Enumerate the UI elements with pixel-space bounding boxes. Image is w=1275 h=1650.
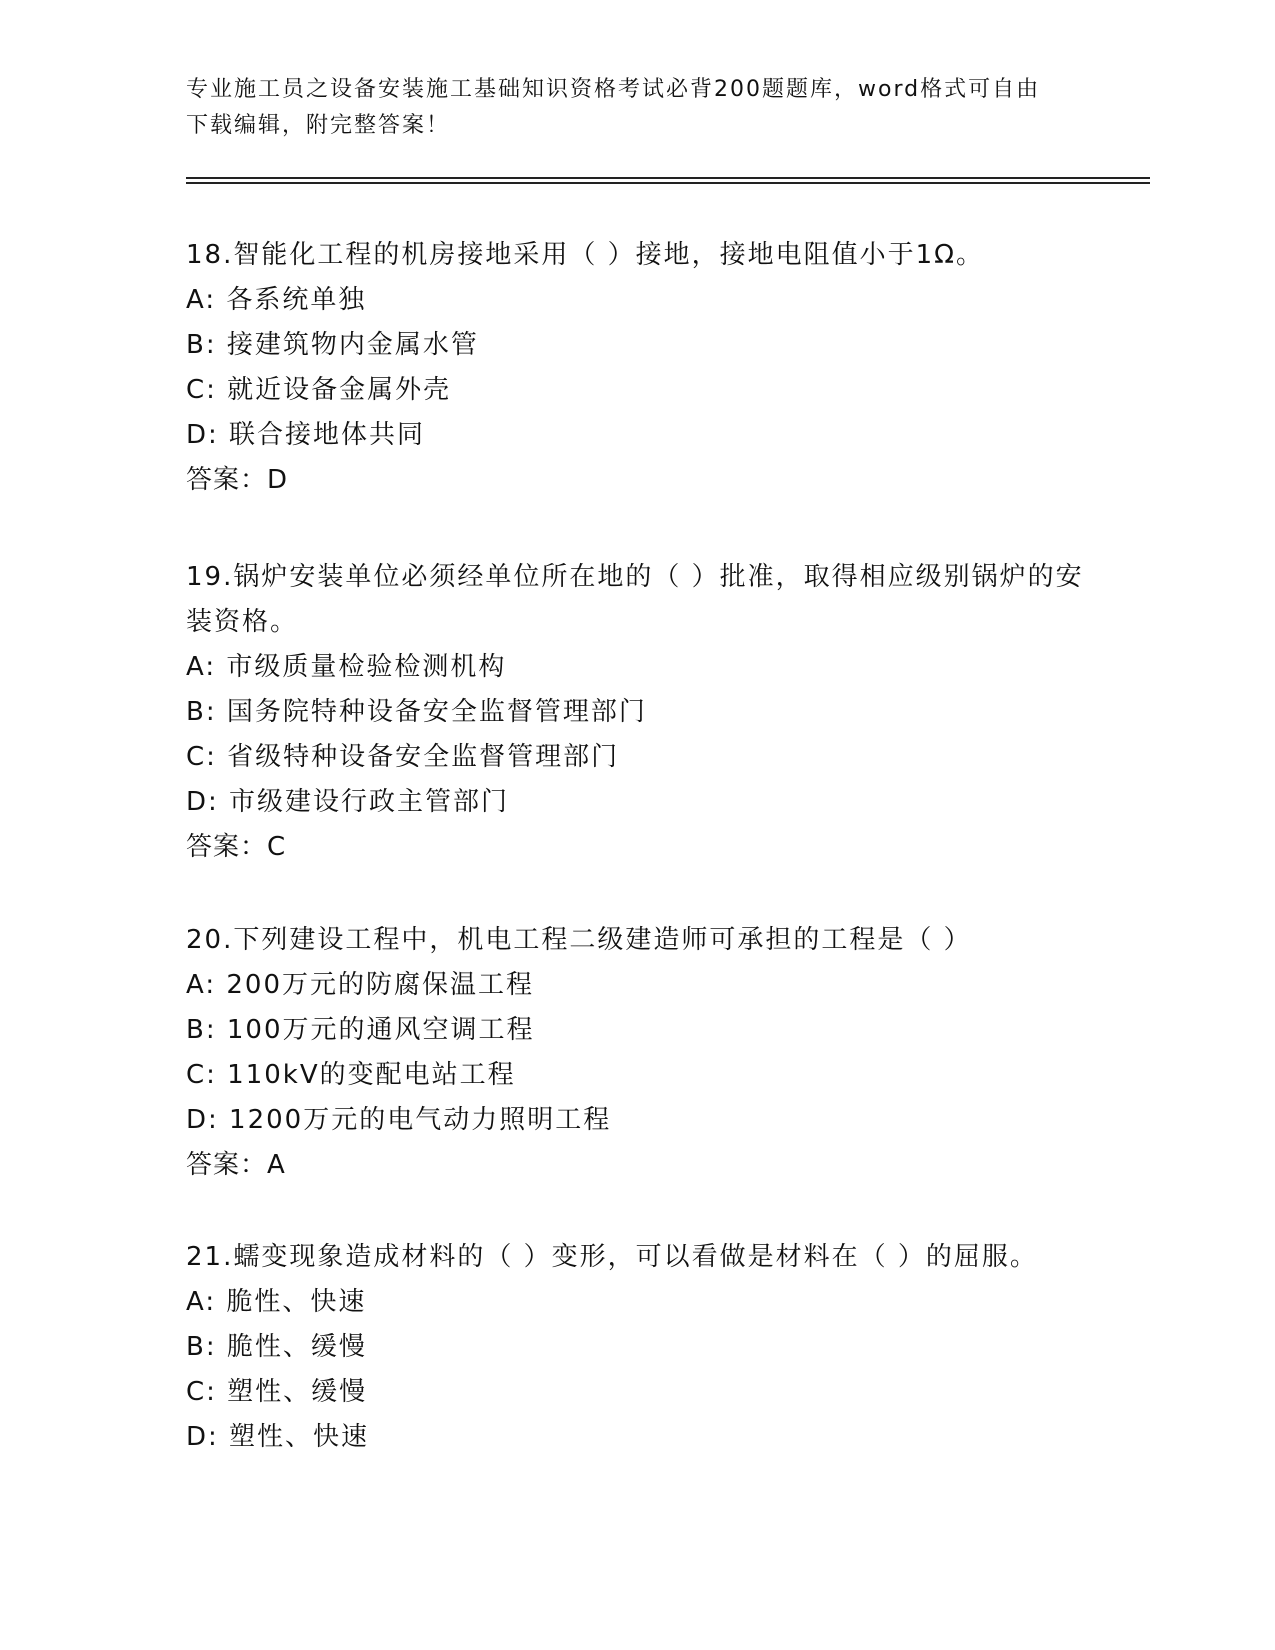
- question-stem: 21.蠕变现象造成材料的（ ）变形，可以看做是材料在（ ）的屈服。: [186, 1242, 1038, 1272]
- question-stem: 19.锅炉安装单位必须经单位所在地的（ ）批准，取得相应级别锅炉的安装资格。: [186, 562, 1084, 637]
- question-stem: 20.下列建设工程中，机电工程二级建造师可承担的工程是（ ）: [186, 925, 972, 955]
- header-title-line-2: 下载编辑，附完整答案！: [186, 113, 451, 138]
- question-20: [186, 918, 1086, 1188]
- option-b: B: 接建筑物内金属水管: [186, 330, 479, 360]
- option-d: D: 联合接地体共同: [186, 420, 426, 450]
- option-a: A: 市级质量检验检测机构: [186, 652, 507, 682]
- question-stem: 18.智能化工程的机房接地采用（ ）接地，接地电阻值小于1Ω。: [186, 240, 985, 270]
- option-c: C: 就近设备金属外壳: [186, 375, 452, 405]
- question-19: [186, 555, 1086, 870]
- option-c: C: 塑性、缓慢: [186, 1377, 368, 1407]
- option-a: A: 脆性、快速: [186, 1287, 367, 1317]
- option-b: B: 脆性、缓慢: [186, 1332, 367, 1362]
- option-d: D: 市级建设行政主管部门: [186, 787, 510, 817]
- answer-label: 答案：A: [186, 1150, 286, 1180]
- option-a: A: 200万元的防腐保温工程: [186, 970, 534, 1000]
- answer-label: 答案：C: [186, 832, 287, 862]
- question-21: [186, 1235, 1086, 1460]
- option-a: A: 各系统单独: [186, 285, 367, 315]
- option-d: D: 塑性、快速: [186, 1422, 370, 1452]
- header-title-line-1: 专业施工员之设备安装施工基础知识资格考试必背200题题库，word格式可自由: [186, 77, 1041, 102]
- header-divider-top: [186, 177, 1150, 179]
- option-c: C: 省级特种设备安全监督管理部门: [186, 742, 620, 772]
- question-18: [186, 233, 1086, 503]
- header-divider-bottom: [186, 182, 1150, 184]
- option-c: C: 110kV的变配电站工程: [186, 1060, 516, 1090]
- option-d: D: 1200万元的电气动力照明工程: [186, 1105, 612, 1135]
- answer-label: 答案：D: [186, 465, 289, 495]
- option-b: B: 100万元的通风空调工程: [186, 1015, 535, 1045]
- document-header: [186, 72, 1086, 144]
- option-b: B: 国务院特种设备安全监督管理部门: [186, 697, 647, 727]
